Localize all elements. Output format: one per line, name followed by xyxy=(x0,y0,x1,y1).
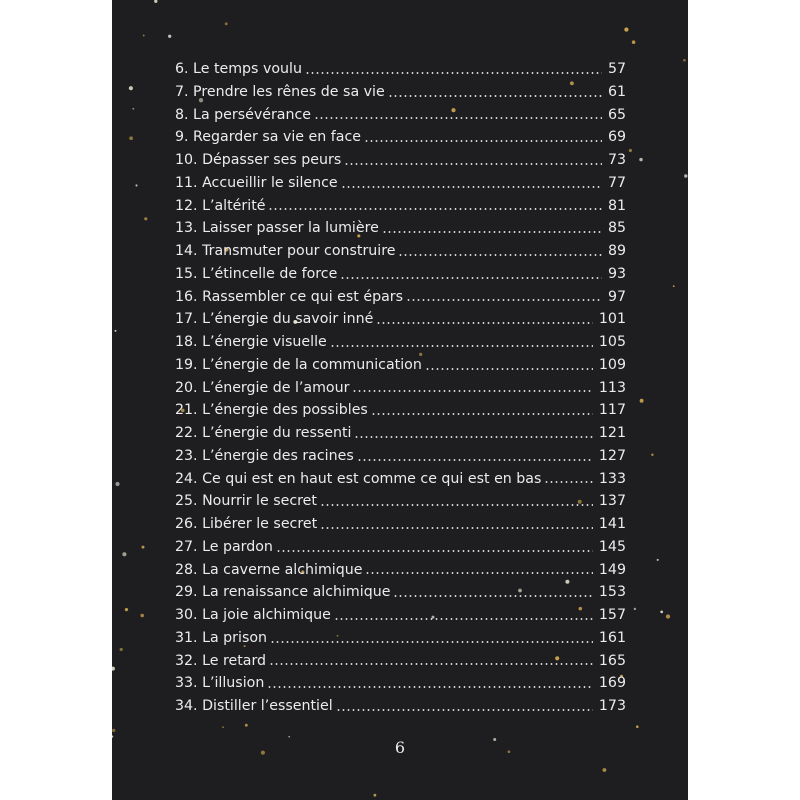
toc-entry-page: 117 xyxy=(598,402,626,419)
dot-leader xyxy=(340,276,602,280)
toc-entry-page: 149 xyxy=(598,561,626,578)
toc-entry-page: 81 xyxy=(607,197,626,214)
toc-entry-title: 20. L’énergie de l’amour xyxy=(175,379,350,396)
toc-entry xyxy=(175,308,626,331)
toc-entry xyxy=(175,58,626,81)
book-page xyxy=(112,0,688,800)
toc-entry-title: 34. Distiller l’essentiel xyxy=(175,698,333,714)
dot-leader xyxy=(344,162,602,166)
toc-entry-title: 6. Le temps voulu xyxy=(175,61,302,77)
toc-entry-title: 22. L’énergie du ressenti xyxy=(175,425,352,441)
toc-entry-page: 173 xyxy=(598,698,626,714)
toc-entry xyxy=(175,627,626,650)
toc-entry-title: 11. Accueillir le silence xyxy=(175,174,338,191)
dot-leader xyxy=(382,230,602,234)
toc-entry-title: 23. L’énergie des racines xyxy=(175,447,354,464)
toc-entry-title: 25. Nourrir le secret xyxy=(175,493,317,510)
dot-leader xyxy=(393,594,592,598)
toc-entry-page: 137 xyxy=(598,493,626,510)
dot-leader xyxy=(341,185,602,189)
toc-entry-title: 9. Regarder sa vie en face xyxy=(175,129,361,146)
dot-leader xyxy=(398,253,601,257)
toc-entry-page: 133 xyxy=(598,470,626,487)
toc-entry-page: 77 xyxy=(607,174,626,191)
toc-entry-page: 69 xyxy=(607,129,626,146)
dot-leader xyxy=(269,662,593,666)
toc-entry-page: 113 xyxy=(598,379,626,396)
toc-entry-page: 127 xyxy=(598,447,626,464)
toc-entry-page: 141 xyxy=(598,516,626,532)
dot-leader xyxy=(276,549,593,553)
toc-entry-title: 19. L’énergie de la communication xyxy=(175,356,422,373)
toc-entry xyxy=(175,195,626,218)
toc-entry xyxy=(175,422,626,445)
toc-entry xyxy=(175,581,626,604)
dot-leader xyxy=(330,344,593,348)
toc-entry-title: 10. Dépasser ses peurs xyxy=(175,152,342,168)
toc-entry-title: 14. Transmuter pour construire xyxy=(175,243,396,259)
toc-entry xyxy=(175,331,626,354)
toc-entry-page: 161 xyxy=(598,629,626,646)
toc-entry-page: 89 xyxy=(607,243,626,259)
toc-entry xyxy=(175,468,626,491)
toc-entry xyxy=(175,559,626,582)
toc-entry-title: 32. Le retard xyxy=(175,652,267,669)
toc-entry xyxy=(175,672,626,695)
toc-entry xyxy=(175,536,626,559)
toc-entry-page: 85 xyxy=(607,220,626,237)
toc-entry-title: 24. Ce qui est en haut est comme ce qui est en bas xyxy=(175,470,542,487)
toc-entry xyxy=(175,513,626,536)
dot-leader xyxy=(357,458,593,462)
toc-entry xyxy=(175,354,626,377)
toc-entry xyxy=(175,240,626,263)
toc-entry-page: 169 xyxy=(598,675,626,692)
toc-entry-title: 26. Libérer le secret xyxy=(175,516,318,532)
dot-leader xyxy=(334,617,593,621)
dot-leader xyxy=(320,526,593,530)
toc-entry-title: 12. L’altérité xyxy=(175,197,266,214)
toc-entry xyxy=(175,399,626,422)
page-number: 6 xyxy=(394,738,406,757)
toc-entry-page: 65 xyxy=(607,106,626,123)
table-of-contents xyxy=(175,58,626,718)
toc-entry xyxy=(175,263,626,286)
toc-entry-title: 27. Le pardon xyxy=(175,538,273,555)
dot-leader xyxy=(425,367,593,371)
toc-entry-title: 28. La caverne alchimique xyxy=(175,561,363,578)
dot-leader xyxy=(388,94,602,98)
toc-entry-page: 73 xyxy=(607,152,626,168)
dot-leader xyxy=(544,480,593,484)
toc-entry-page: 121 xyxy=(598,425,626,441)
toc-entry xyxy=(175,650,626,673)
toc-entry-title: 33. L’illusion xyxy=(175,675,265,692)
toc-entry xyxy=(175,377,626,400)
dot-leader xyxy=(270,640,593,644)
dot-leader xyxy=(320,503,593,507)
dot-leader xyxy=(305,71,602,75)
toc-entry xyxy=(175,81,626,104)
toc-entry-title: 15. L’étincelle de force xyxy=(175,265,338,282)
dot-leader xyxy=(364,139,602,143)
dot-leader xyxy=(371,412,593,416)
dot-leader xyxy=(406,298,602,302)
toc-entry-page: 153 xyxy=(598,584,626,601)
toc-entry xyxy=(175,104,626,127)
dot-leader xyxy=(365,571,592,575)
toc-entry-title: 31. La prison xyxy=(175,629,268,646)
toc-entry-title: 7. Prendre les rênes de sa vie xyxy=(175,83,385,100)
toc-entry-page: 61 xyxy=(607,83,626,100)
dot-leader xyxy=(336,708,593,712)
dot-leader xyxy=(268,207,601,211)
toc-entry-title: 30. La joie alchimique xyxy=(175,607,331,623)
toc-entry-page: 157 xyxy=(598,607,626,623)
toc-entry-page: 145 xyxy=(598,538,626,555)
toc-entry xyxy=(175,490,626,513)
toc-entry-page: 93 xyxy=(607,265,626,282)
toc-entry xyxy=(175,126,626,149)
toc-entry-page: 57 xyxy=(607,61,626,77)
dot-leader xyxy=(352,389,592,393)
toc-entry-title: 13. Laisser passer la lumière xyxy=(175,220,379,237)
toc-entry-title: 29. La renaissance alchimique xyxy=(175,584,391,601)
dot-leader xyxy=(354,435,592,439)
toc-entry-page: 101 xyxy=(598,311,626,328)
dot-leader xyxy=(314,116,602,120)
dot-leader xyxy=(267,685,593,689)
toc-entry-title: 21. L’énergie des possibles xyxy=(175,402,368,419)
toc-entry xyxy=(175,445,626,468)
toc-entry-page: 109 xyxy=(598,356,626,373)
toc-entry-title: 17. L’énergie du savoir inné xyxy=(175,311,374,328)
toc-entry-page: 165 xyxy=(598,652,626,669)
toc-entry xyxy=(175,695,626,718)
toc-entry xyxy=(175,149,626,172)
toc-entry xyxy=(175,286,626,309)
toc-entry-title: 8. La persévérance xyxy=(175,106,312,123)
toc-entry xyxy=(175,217,626,240)
toc-entry-title: 18. L’énergie visuelle xyxy=(175,334,327,350)
toc-entry xyxy=(175,172,626,195)
dot-leader xyxy=(376,321,593,325)
toc-entry xyxy=(175,604,626,627)
toc-entry-title: 16. Rassembler ce qui est épars xyxy=(175,288,403,305)
toc-entry-page: 97 xyxy=(607,288,626,305)
toc-entry-page: 105 xyxy=(598,334,626,350)
